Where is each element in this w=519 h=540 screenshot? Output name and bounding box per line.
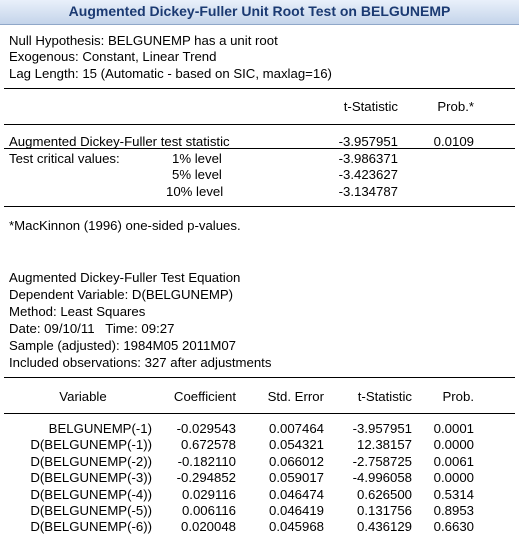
sample-text: Sample (adjusted): 1984M05 2011M07 <box>9 338 237 353</box>
row-std-error: 0.066012 <box>268 453 324 469</box>
table-row <box>0 503 519 519</box>
divider-line <box>4 206 515 207</box>
row-prob: 0.0001 <box>433 421 474 436</box>
row-coefficient: -0.029543 <box>176 421 236 436</box>
level-label: 10% level <box>166 184 224 199</box>
row-variable: D(BELGUNEMP(-5)) <box>30 502 152 518</box>
null-hypothesis-text: Null Hypothesis: BELGUNEMP has a unit root <box>9 33 278 48</box>
row-coefficient: -0.182110 <box>177 453 236 469</box>
critical-values-label: Test critical values: <box>9 151 120 166</box>
level-label: 1% level <box>172 151 222 166</box>
window-title: Augmented Dickey-Fuller Unit Root Test on BELGUNEMP <box>68 3 451 19</box>
divider-line <box>4 124 515 125</box>
table-row <box>0 519 519 535</box>
equation-title: Augmented Dickey-Fuller Test Equation <box>9 270 241 285</box>
lag-length-text: Lag Length: 15 (Automatic - based on SIC, maxlag=16) <box>9 66 332 81</box>
row-std-error: 0.054321 <box>268 437 324 453</box>
row-std-error: 0.007464 <box>268 421 324 436</box>
row-prob: 0.0000 <box>433 470 474 486</box>
method-text: Method: Least Squares <box>9 304 146 319</box>
dependent-variable-text: Dependent Variable: D(BELGUNEMP) <box>9 287 234 302</box>
row-coefficient: 0.020048 <box>180 519 236 535</box>
table-row <box>0 437 519 453</box>
row-coefficient: 0.029116 <box>181 486 236 502</box>
row-variable: BELGUNEMP(-1) <box>48 421 152 436</box>
level-value: -3.423627 <box>338 167 398 182</box>
row-coefficient: 0.672578 <box>180 437 236 453</box>
row-tstat: 0.626500 <box>356 486 412 502</box>
row-variable: D(BELGUNEMP(-2)) <box>30 453 152 469</box>
row-tstat: -3.957951 <box>352 421 412 436</box>
row-prob: 0.5314 <box>433 486 474 502</box>
row-prob: 0.8953 <box>433 502 474 518</box>
row-std-error: 0.046419 <box>268 502 324 518</box>
row-prob: 0.6630 <box>433 519 474 535</box>
row-coefficient: -0.294852 <box>176 470 236 486</box>
row-std-error: 0.046474 <box>268 486 324 502</box>
coefficient-table <box>0 421 519 536</box>
adf-prob-value: 0.0109 <box>433 134 474 149</box>
row-prob: 0.0000 <box>433 437 474 453</box>
table-row <box>0 487 519 503</box>
coef-header-coefficient: Coefficient <box>173 389 236 404</box>
divider-line <box>4 413 515 414</box>
row-tstat: 0.131756 <box>356 502 412 518</box>
coef-header-variable: Variable <box>59 389 107 404</box>
coef-header-tstat: t-Statistic <box>357 389 412 404</box>
level-value: -3.134787 <box>338 184 398 199</box>
row-variable: D(BELGUNEMP(-6)) <box>30 519 152 535</box>
date-time-text: Date: 09/10/11 Time: 09:27 <box>9 321 175 336</box>
row-tstat: -4.996058 <box>352 470 412 486</box>
table-row <box>0 421 519 437</box>
col-header-prob: Prob.* <box>437 99 474 114</box>
row-tstat: -2.758725 <box>352 453 412 469</box>
table-row <box>0 470 519 486</box>
row-variable: D(BELGUNEMP(-3)) <box>30 470 152 486</box>
adf-stat-label: Augmented Dickey-Fuller test statistic <box>9 134 230 149</box>
observations-text: Included observations: 327 after adjustments <box>9 355 272 370</box>
level-value: -3.986371 <box>338 151 398 166</box>
row-std-error: 0.045968 <box>268 519 324 535</box>
coef-header-prob: Prob. <box>442 389 474 404</box>
row-coefficient: 0.006116 <box>181 502 236 518</box>
footnote-text: *MacKinnon (1996) one-sided p-values. <box>9 218 241 233</box>
row-tstat: 12.38157 <box>356 437 412 453</box>
window-title-bar[interactable] <box>0 0 519 25</box>
divider-line <box>4 88 515 89</box>
row-std-error: 0.059017 <box>268 470 324 486</box>
col-header-tstat: t-Statistic <box>343 99 398 114</box>
row-variable: D(BELGUNEMP(-4)) <box>30 486 152 502</box>
coef-header-std-error: Std. Error <box>267 389 324 404</box>
row-prob: 0.0061 <box>433 453 474 469</box>
table-row <box>0 454 519 470</box>
exogenous-text: Exogenous: Constant, Linear Trend <box>9 49 217 64</box>
row-variable: D(BELGUNEMP(-1)) <box>30 437 152 453</box>
adf-stat-value: -3.957951 <box>338 134 398 149</box>
level-label: 5% level <box>172 167 222 182</box>
divider-line <box>4 148 515 149</box>
divider-line <box>4 377 515 378</box>
row-tstat: 0.436129 <box>356 519 412 535</box>
